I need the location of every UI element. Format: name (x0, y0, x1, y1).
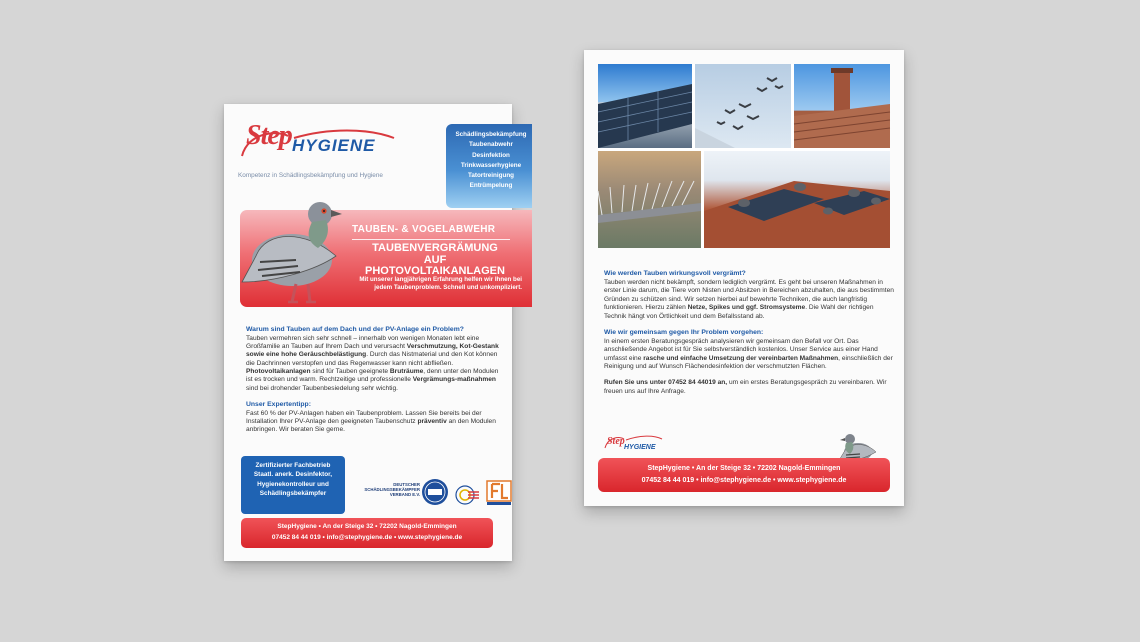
footer-address: StepHygiene • An der Steige 32 • 72202 Nagold-Emmingen (647, 465, 841, 472)
footer-address: StepHygiene • An der Steige 32 • 72202 Nagold-Emmingen (277, 523, 457, 530)
svg-text:Step: Step (607, 436, 625, 447)
section-paragraph: Tauben vermehren sich sehr schnell – innerhalb von wenigen Monaten lebt eine Großfamilie an Tauben auf Ihrem Dach und verursacht Verschmutzung, Kot-Gestank sowie eine hohe Geräuschbelästigung. Durch das Nistmaterial und den Kot können die Dachrinnen verstopfen und das Regenwasser kann nicht abfließen. Photovoltaikanlagen sind für Tauben geeignete Bruträume, denn unter den Modulen ist es trocken und warm. Rechtzeitige und professionelle Vergrämungs-maßnahmen sind bei drohender Taubenbesiedelung sehr wichtig. (246, 334, 499, 392)
certification-logo-icon (486, 480, 512, 506)
dsv-badge-icon (421, 478, 449, 506)
hero-tagline: Mit unserer langjährigen Erfahrung helfen wir Ihnen bei jedem Taubenproblem. Schnell und unkompliziert. (359, 276, 522, 291)
pigeon-icon (236, 190, 348, 308)
section-paragraph: In einem ersten Beratungsgespräch analysieren wir gemeinsam den Befall vor Ort. Das anschließende Angebot ist für Sie selbstverständlich kostenlos. Unser Service aus einer Hand umfasst eine rasche und einfache Umsetzung der vereinbarten Maßnahmen, einschließlich der Reinigung und auf Wunsch Flächendesinfektion der verschmutzten Flächen. (604, 337, 893, 371)
bird-spikes-icon (598, 151, 701, 248)
service-item: Trinkwasserhygiene (460, 161, 522, 169)
service-item: Entrümpelung (469, 182, 513, 190)
eu-quality-badge-icon (454, 484, 480, 506)
pigeons-solar-roof-photo (704, 151, 890, 248)
section-paragraph: Tauben werden nicht bekämpft, sondern lediglich vergrämt. Es geht bei unseren Maßnahmen in erster Linie darum, die Tiere vom Nisten und Absitzen in Bereichen abzuhalten, die aus bestimmten Gründen zu schützen sind. Wir setzen hierbei auf bewehrte Techniken, die auch langfristig funktionieren. Hierzu zählen Netze, Spikes und ggf. Stromsysteme. Die Wahl der richtigen Technik hängt von Örtlichkeit und dem Befallsstand ab. (604, 278, 894, 320)
tagline: Kompetenz in Schädlingsbekämpfung und Hygiene (238, 172, 383, 179)
service-item: Desinfektion (472, 151, 510, 159)
logo-step-text: Step (246, 120, 292, 151)
pigeons-on-solar-icon (704, 151, 890, 248)
call-to-action: Rufen Sie uns unter 07452 84 44019 an, um ein erstes Beratungsgespräch zu vereinbaren. Wir freuen uns auf Ihre Anfrage. (604, 379, 887, 395)
section-heading: Wie wir gemeinsam gegen Ihr Problem vorgehen: (604, 328, 764, 336)
footer-contact: 07452 84 44 019 • info@stephygiene.de • www.stephygiene.de (641, 477, 847, 484)
service-item: Tatortreinigung (467, 172, 515, 180)
photo-collage (598, 64, 890, 248)
flyer-back (584, 50, 904, 506)
footer-contact: 07452 84 44 019 • info@stephygiene.de • www.stephygiene.de (271, 533, 463, 541)
pigeons-sky-photo (695, 64, 791, 148)
stephygiene-logo (238, 120, 398, 166)
service-item: Schädlingsbekämpfung (455, 131, 527, 138)
flyer-front (224, 104, 527, 561)
contact-footer (598, 458, 890, 492)
chimney-icon (794, 64, 890, 148)
logo-hygiene-text: HYGIENE (292, 136, 376, 155)
back-body-text (604, 270, 894, 396)
solar-roof-photo (598, 64, 692, 148)
chimney-roof-photo (794, 64, 890, 148)
section-heading: Unser Expertentipp: (246, 400, 311, 408)
solar-panel-icon (598, 64, 692, 148)
certificate-box: Zertifizierter Fachbetrieb Staatl. anerk. Desinfektor, Hygienekontrolleur und Schädlingsbekämpfer (241, 456, 345, 514)
dsv-association-text: DEUTSCHER SCHÄDLINGSBEKÄMPFER VERBAND E.V. (364, 482, 420, 497)
service-item: Taubenabwehr (469, 141, 513, 149)
front-body-text (246, 326, 504, 435)
contact-footer (241, 518, 493, 548)
svg-text:HYGIENE: HYGIENE (624, 444, 656, 451)
section-paragraph: Fast 60 % der PV-Anlagen haben ein Taubenproblem. Lassen Sie bereits bei der Installation Ihrer PV-Anlage den geeigneten Taubenschutz präventiv an den Modulen anbringen. Wir beraten Sie gerne. (246, 409, 496, 434)
stephygiene-logo-small-icon (604, 434, 664, 452)
hero-title: TAUBEN- & VOGELABWEHR (352, 224, 496, 235)
flying-pigeons-icon (695, 64, 791, 148)
bird-spikes-photo (598, 151, 701, 248)
hero-subtitle: TAUBENVERGRÄMUNG AUF PHOTOVOLTAIKANLAGEN (365, 242, 505, 277)
section-heading: Wie werden Tauben wirkungsvoll vergrämt? (604, 270, 746, 277)
section-heading: Warum sind Tauben auf dem Dach und der PV-Anlage ein Problem? (246, 326, 464, 333)
hero-divider (352, 239, 510, 240)
services-box (446, 124, 532, 208)
